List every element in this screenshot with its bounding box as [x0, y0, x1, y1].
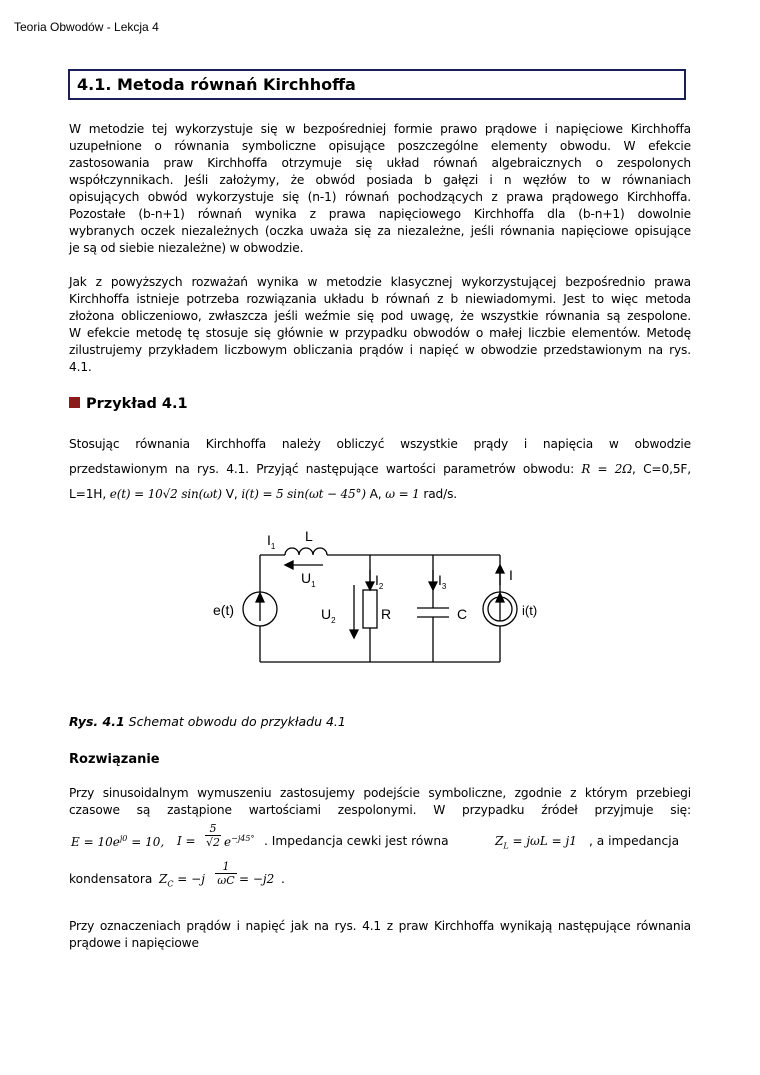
paragraph-line: współczynnikach. Jeśli założymy, że obwód posiada b gałęzi i n węzłów to w równaniach [69, 173, 691, 187]
voltage-source-arrow-icon [256, 593, 264, 602]
label-I3: $I_3$ [438, 572, 447, 591]
u2-arrowhead-icon [350, 630, 358, 638]
example-line-1: Stosując równania Kirchhoffa należy obliczyć wszystkie prądy i napięcia w obwodzie [69, 437, 691, 451]
bullet-square-icon [69, 397, 80, 408]
I-formula: I = [177, 834, 196, 848]
label-U1: $U_1$ [301, 570, 316, 589]
ZC-result: = −j2 [239, 872, 275, 886]
i-formula: i(t) = 5 sin(ωt − 45°) [241, 487, 366, 501]
i-arrowhead-icon [496, 565, 504, 573]
e-formula: e(t) = 10√2 sin(ωt) [109, 487, 222, 501]
impedance-tail: , a impedancja [589, 834, 680, 848]
paragraph-line: Kirchhoffa istnieje potrzeba rozwiązania układu b równań z b niewiadomymi. Jest to więc metoda [69, 292, 691, 306]
caption-label: Rys. 4.1 [69, 714, 125, 729]
example-line-2: przedstawionym na rys. 4.1. Przyjąć następujące wartości parametrów obwodu: R = 2Ω, C=0,5F, [69, 462, 692, 476]
i3-arrowhead-icon [429, 582, 437, 590]
example-title: Przykład 4.1 [86, 396, 188, 412]
ZC-fraction: 1 ωC [215, 860, 237, 887]
label-L: L [305, 528, 313, 544]
paragraph-line: je są od siebie niezależne) w obwodzie. [69, 241, 304, 255]
section-title: 4.1. Metoda równań Kirchhoffa [77, 75, 356, 94]
ZC-dot: . [281, 872, 285, 886]
kondensatora-label: kondensatora [69, 872, 153, 886]
label-i: i(t) [522, 603, 538, 618]
example-heading [69, 396, 188, 412]
paragraph-line: W metodzie tej wykorzystuje się w bezpośredniej formie prawo prądowe i napięciowe Kirchhoffa [69, 122, 691, 136]
label-I2: $I_2$ [375, 572, 384, 591]
label-I1: $I_1$ [267, 532, 276, 551]
solution-heading: Rozwiązanie [69, 752, 160, 767]
solution-text [69, 785, 691, 819]
paragraph-line: zastosowania praw Kirchhoffa otrzymuje się układ równań algebraicznych o zespolonych [69, 156, 691, 170]
paragraph-line: W efekcie metodę tę stosuje się głównie w przypadku obwodów o małej liczbie elementów. Metodę [69, 326, 691, 340]
final-line-2: prądowe i napięciowe [69, 936, 199, 950]
circuit-diagram [205, 525, 538, 675]
label-I: I [509, 567, 513, 583]
I-exp: $e^{-j45^\circ}$ [224, 834, 255, 849]
paragraph-line: uzupełnione o równania symboliczne opisujące poszczególne elementy obwodu. W efekcie [69, 139, 691, 153]
paragraph-line: złożona obliczeniowo, zwłaszcza jeśli weźmie się pod uwagę, że wszystkie równania są zespolone. [69, 309, 691, 323]
final-text [69, 918, 691, 952]
inductor-coil [285, 548, 327, 555]
final-line-1: Przy oznaczeniach prądów i napięć jak na rys. 4.1 z praw Kirchhoffa wynikają następujące równania [69, 919, 691, 933]
paragraph-line: Jak z powyższych rozważań wynika w metodzie klasycznej wykorzystującej bezpośrednio prawa [69, 275, 691, 289]
solution-line-1: Przy sinusoidalnym wymuszeniu zastosujemy podejście symboliczne, zgodnie z którym przebiegi [69, 786, 691, 800]
u1-arrowhead-icon [285, 561, 293, 569]
figure-caption [69, 714, 346, 729]
capacitor-line [69, 860, 691, 896]
label-R: R [381, 606, 392, 622]
omega-formula: ω = 1 [385, 487, 420, 501]
formula-line [69, 822, 691, 858]
example-text [69, 432, 691, 507]
label-U2: $U_2$ [321, 606, 336, 625]
caption-text: Schemat obwodu do przykładu 4.1 [128, 714, 346, 729]
E-formula: $E = 10e^{j0} = 10$, [71, 834, 165, 849]
paragraph-line: zilustrujemy przykładem liczbowym obliczania prądów i napięć w obwodzie przedstawionym na rys. [69, 343, 691, 357]
label-e: e(t) [213, 602, 234, 618]
paragraph-1 [69, 121, 691, 257]
i2-arrowhead-icon [366, 582, 374, 590]
ZL-formula: $Z_L = j\omega L = j1$ [495, 834, 577, 851]
paragraph-line: opisujących obwód wykorzystuje się (n-1) równań pochodzących z prawa prądowego Kirchhoffa. [69, 190, 691, 204]
label-C: C [457, 606, 468, 622]
paragraph-2 [69, 274, 691, 376]
R-value: R = 2Ω [581, 462, 633, 476]
example-line-3: L=1H, e(t) = 10√2 sin(ωt) V, i(t) = 5 sin(ωt − 45°) A, ω = 1 rad/s. [69, 487, 458, 501]
section-title-box [68, 69, 686, 100]
I-fraction: 5 √2 [205, 822, 220, 849]
paragraph-line: 4.1. [69, 360, 92, 374]
ZC-formula: $Z_C = -j$ [159, 872, 205, 889]
resistor [363, 590, 377, 628]
solution-line-2: czasowe są zastąpione wartościami zespolonymi. W przypadku źródeł przyjmuje się: [69, 803, 691, 817]
paragraph-line: wybranych oczek niezależnych (oczka uważa się za niezależne, jeśli równania napięciowe opisujące [69, 224, 691, 238]
impedance-text: . Impedancja cewki jest równa [264, 834, 449, 848]
paragraph-line: Pozostałe (b-n+1) równań wynika z prawa napięciowego Kirchhoffa dla (b-n+1) dowolnie [69, 207, 691, 221]
document-header: Teoria Obwodów - Lekcja 4 [14, 20, 159, 34]
